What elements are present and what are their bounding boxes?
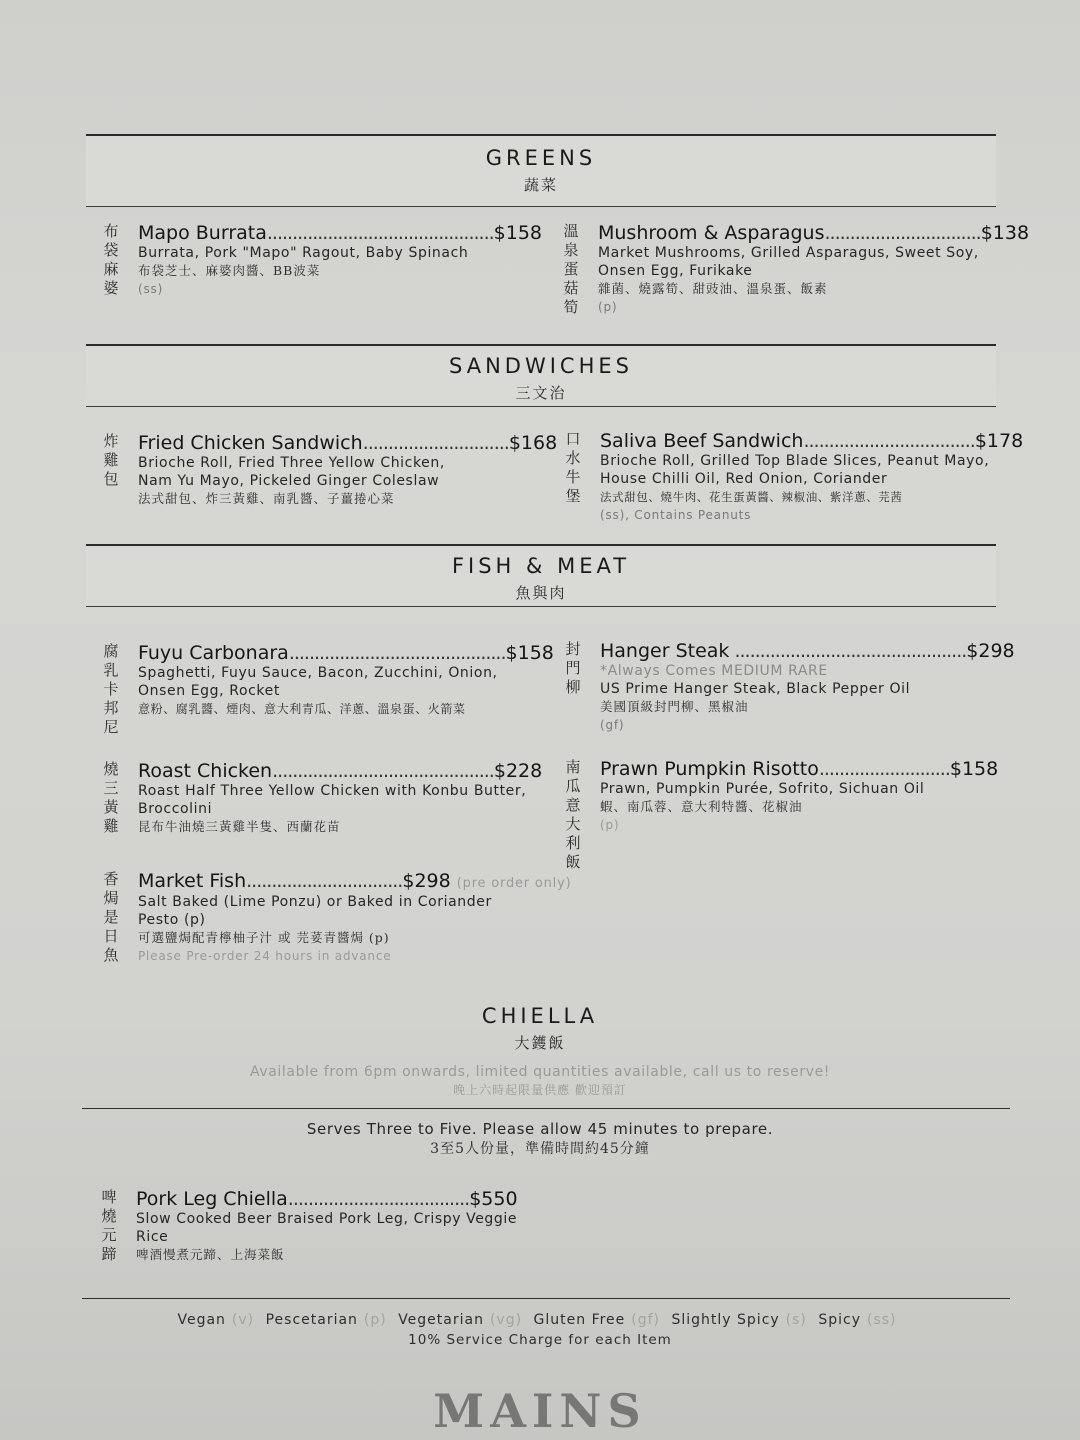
section-title: CHIELLA [481, 1004, 599, 1028]
section-cn-title: 三文治 [515, 384, 567, 402]
dietary-tag: (ss), Contains Peanuts [600, 508, 752, 522]
item-desc: Roast Half Three Yellow Chicken with Konbu Butter, [138, 783, 527, 799]
cn-vertical-name: 炸 雞 包 [103, 432, 119, 488]
item-desc: Onsen Egg, Rocket [138, 683, 280, 699]
section-cn-title: 蔬菜 [523, 176, 558, 194]
item-price: $158 [505, 642, 554, 664]
cn-vertical-name: 香 焗 是 日 魚 [103, 870, 119, 964]
item-cn-desc: 昆布牛油燒三黃雞半隻、西蘭花苗 [138, 819, 341, 834]
service-charge-note: 10% Service Charge for each Item [408, 1332, 672, 1348]
dietary-legend: Vegan (v) Pescetarian (p) Vegetarian (vg) Gluten Free (gf) Slightly Spicy (s) Spicy (ss) 10% Service Charge for each Item [0, 1312, 1080, 1348]
item-price: $298 [966, 640, 1015, 662]
item-desc: Prawn, Pumpkin Purée, Sofrito, Sichuan Oil [600, 781, 925, 797]
item-name: Saliva Beef Sandwich [600, 430, 804, 452]
item-name: Pork Leg Chiella [136, 1188, 288, 1210]
legend-slightly-spicy: Slightly Spicy [671, 1312, 780, 1328]
item-name: Market Fish [138, 870, 247, 892]
item-desc: Spaghetti, Fuyu Sauce, Bacon, Zucchini, Onion, [138, 665, 498, 681]
menu-page: GREENS 蔬菜 布 袋 麻 婆 Mapo Burrata.............................................$158 Burrata, Pork "Mapo" Ragout, Baby Spinach 布袋芝士、麻婆肉醬、BB波菜 (ss) 溫 泉 蛋 菇 筍 Mushroom & Asparagus...............................$138 Market Mushrooms, Grilled Asparagus, Sweet Soy, Onsen Egg, Furikake 雜菌、燒露筍、甜豉油、溫泉蛋、飯素 (p) SANDWICHES 三文治 炸 雞 包 Fried Chicken Sandwich.............................$168 Brioche Roll, Fried Three Yellow Chicken, Nam Yu Mayo, Pickeled Ginger Coleslaw 法式甜包、炸三黃雞、南乳醬、子薑捲心菜 口 水 牛 堡 Saliva Beef Sandwich..................................$178 Brioche Roll, Grilled Top Blade Slices, Peanut Mayo, House Chilli Oil, Red Onion, Coriander 法式甜包、燒牛肉、花生蛋黃醬、辣椒油、紫洋蔥、芫茜 (ss), Contains Peanuts FISH & MEAT 魚與肉 腐 乳 卡 邦 尼 Fuyu Carbonara...........................................$158 Spaghetti, Fuyu Sauce, Bacon, Zucchini, Onion, Onsen Egg, Rocket 意粉、腐乳醬、煙肉、意大利青瓜、洋蔥、溫泉蛋、火箭菜 封 門 柳 Hanger Steak ..............................................$298 *Always Comes MEDIUM RARE US Prime Hanger Steak, Black Pepper Oil 美國頂級封門柳、黑椒油 (gf) 燒 三 黃 雞 Roast Chicken............................................$228 Roast Half Three Yellow Chicken with Konbu Butter, Broccolini 昆布牛油燒三黃雞半隻、西蘭花苗 南 瓜 意 大 利 飯 Prawn Pumpkin Risotto..........................$158 Prawn, Pumpkin Purée, Sofrito, Sichuan Oil 蝦、南瓜蓉、意大利特醬、花椒油 (p) 香 焗 是 日 魚 Market Fish...............................$298 (pre order only) Salt Baked (Lime Ponzu) or Baked in Coriander Pesto (p) 可選鹽焗配青檸柚子汁 或 芫荽青醬焗 (p) Please Pre-order 24 hours in advance CHIELLA 大鑊飯 Available from 6pm onwards, limited quantities available, call us to reserve! 晚上六時起限量供應 歡迎預訂 Serves Three to Five. Please allow 45 minutes to prepare. 3至5人份量，準備時間約45分鐘 啤 燒 元 蹄 Pork Leg Chiella....................................$550 Slow Cooked Beer Braised Pork Leg, Crispy Veggie Rice 啤酒慢煮元蹄、上海菜飯 Vegan (v) Pescetarian (p) Vegetarian (vg) Gluten Free (gf) Slightly Spicy (s) Spicy (ss) 10% Service Charge for each Item MAINS [0, 0, 1080, 1440]
dietary-tag: (ss) [138, 282, 164, 296]
item-cn-desc: 布袋芝士、麻婆肉醬、BB波菜 [138, 263, 321, 278]
item-desc: Pesto (p) [138, 912, 206, 928]
item-cn-desc: 啤酒慢煮元蹄、上海菜飯 [136, 1247, 285, 1262]
cn-vertical-name: 布 袋 麻 婆 [103, 222, 119, 297]
item-desc: US Prime Hanger Steak, Black Pepper Oil [600, 681, 911, 697]
item-desc: Onsen Egg, Furikake [598, 263, 753, 279]
dietary-tag: (gf) [600, 718, 625, 732]
item-desc: Slow Cooked Beer Braised Pork Leg, Crispy Veggie [136, 1211, 518, 1227]
item-desc: Burrata, Pork "Mapo" Ragout, Baby Spinach [138, 245, 469, 261]
cn-vertical-name: 溫 泉 蛋 菇 筍 [563, 222, 579, 316]
section-sandwiches [86, 344, 996, 407]
cn-vertical-name: 南 瓜 意 大 利 飯 [565, 758, 581, 871]
item-desc: Broccolini [138, 801, 213, 817]
legend-spicy: Spicy [818, 1312, 861, 1328]
item-name: Fried Chicken Sandwich [138, 432, 363, 454]
legend-vegetarian: Vegetarian [398, 1312, 484, 1328]
item-cn-desc: 意粉、腐乳醬、煙肉、意大利青瓜、洋蔥、溫泉蛋、火箭菜 [138, 702, 466, 716]
item-desc: House Chilli Oil, Red Onion, Coriander [600, 471, 888, 487]
item-name: Hanger Steak [600, 640, 730, 662]
section-cn-title: 大鑊飯 [514, 1034, 566, 1052]
item-price: $550 [469, 1188, 518, 1210]
cn-vertical-name: 口 水 牛 堡 [565, 430, 581, 505]
item-desc: Brioche Roll, Fried Three Yellow Chicken, [138, 455, 445, 471]
preorder-note: (pre order only) [456, 876, 572, 891]
item-price: $158 [949, 758, 999, 780]
item-price: $298 [402, 870, 451, 892]
item-cn-desc: 蝦、南瓜蓉、意大利特醬、花椒油 [600, 799, 803, 814]
item-desc: Salt Baked (Lime Ponzu) or Baked in Coriander [138, 894, 492, 910]
item-cn-desc: 法式甜包、燒牛肉、花生蛋黃醬、辣椒油、紫洋蔥、芫茜 [600, 490, 903, 504]
dietary-tag: (p) [600, 818, 620, 832]
section-greens [86, 134, 996, 207]
divider [82, 1108, 1010, 1109]
legend-vegan: Vegan [177, 1312, 226, 1328]
chiella-header [0, 1004, 1080, 1099]
serves-note: Serves Three to Five. Please allow 45 minutes to prepare. [306, 1120, 774, 1138]
item-desc: Rice [136, 1229, 169, 1245]
availability-note: Available from 6pm onwards, limited quantities available, call us to reserve! [249, 1064, 831, 1080]
item-cn-desc: 美國頂級封門柳、黑椒油 [600, 699, 749, 714]
item-cn-desc: 可選鹽焗配青檸柚子汁 或 芫荽青醬焗 (p) [138, 930, 390, 945]
serves-note-cn: 3至5人份量，準備時間約45分鐘 [430, 1141, 650, 1157]
section-fish-meat [86, 544, 996, 607]
preorder-advance-note: Please Pre-order 24 hours in advance [138, 949, 392, 963]
item-price: $228 [493, 760, 543, 782]
item-desc: Nam Yu Mayo, Pickeled Ginger Coleslaw [138, 473, 440, 489]
cn-vertical-name: 啤 燒 元 蹄 [101, 1188, 117, 1263]
item-desc: Brioche Roll, Grilled Top Blade Slices, Peanut Mayo, [600, 453, 990, 469]
section-title: SANDWICHES [449, 354, 633, 378]
dietary-tag: (p) [598, 300, 618, 314]
item-price: $178 [974, 430, 1024, 452]
item-desc: Market Mushrooms, Grilled Asparagus, Sweet Soy, [598, 245, 979, 261]
item-name: Mapo Burrata [138, 222, 267, 244]
item-note: *Always Comes MEDIUM RARE [600, 663, 828, 679]
item-name: Roast Chicken [138, 760, 273, 782]
cn-vertical-name: 腐 乳 卡 邦 尼 [103, 642, 119, 736]
item-price: $138 [980, 222, 1030, 244]
divider [82, 1298, 1010, 1299]
item-name: Fuyu Carbonara [138, 642, 289, 664]
legend-gluten-free: Gluten Free [533, 1312, 626, 1328]
cn-vertical-name: 燒 三 黃 雞 [103, 760, 119, 835]
section-cn-title: 魚與肉 [515, 584, 567, 602]
item-cn-desc: 法式甜包、炸三黃雞、南乳醬、子薑捲心菜 [138, 491, 395, 506]
item-price: $168 [508, 432, 558, 454]
item-cn-desc: 雜菌、燒露筍、甜豉油、溫泉蛋、飯素 [598, 281, 828, 296]
mains-logo: MAINS [433, 1384, 647, 1438]
item-name: Mushroom & Asparagus [598, 222, 825, 244]
item-price: $158 [493, 222, 543, 244]
item-name: Prawn Pumpkin Risotto [600, 758, 819, 780]
section-title: GREENS [485, 146, 597, 170]
cn-vertical-name: 封 門 柳 [565, 640, 581, 696]
legend-pescetarian: Pescetarian [265, 1312, 358, 1328]
chiella-serving-info [0, 1120, 1080, 1158]
availability-note-cn: 晚上六時起限量供應 歡迎預訂 [453, 1083, 627, 1097]
section-title: FISH & MEAT [451, 554, 631, 578]
